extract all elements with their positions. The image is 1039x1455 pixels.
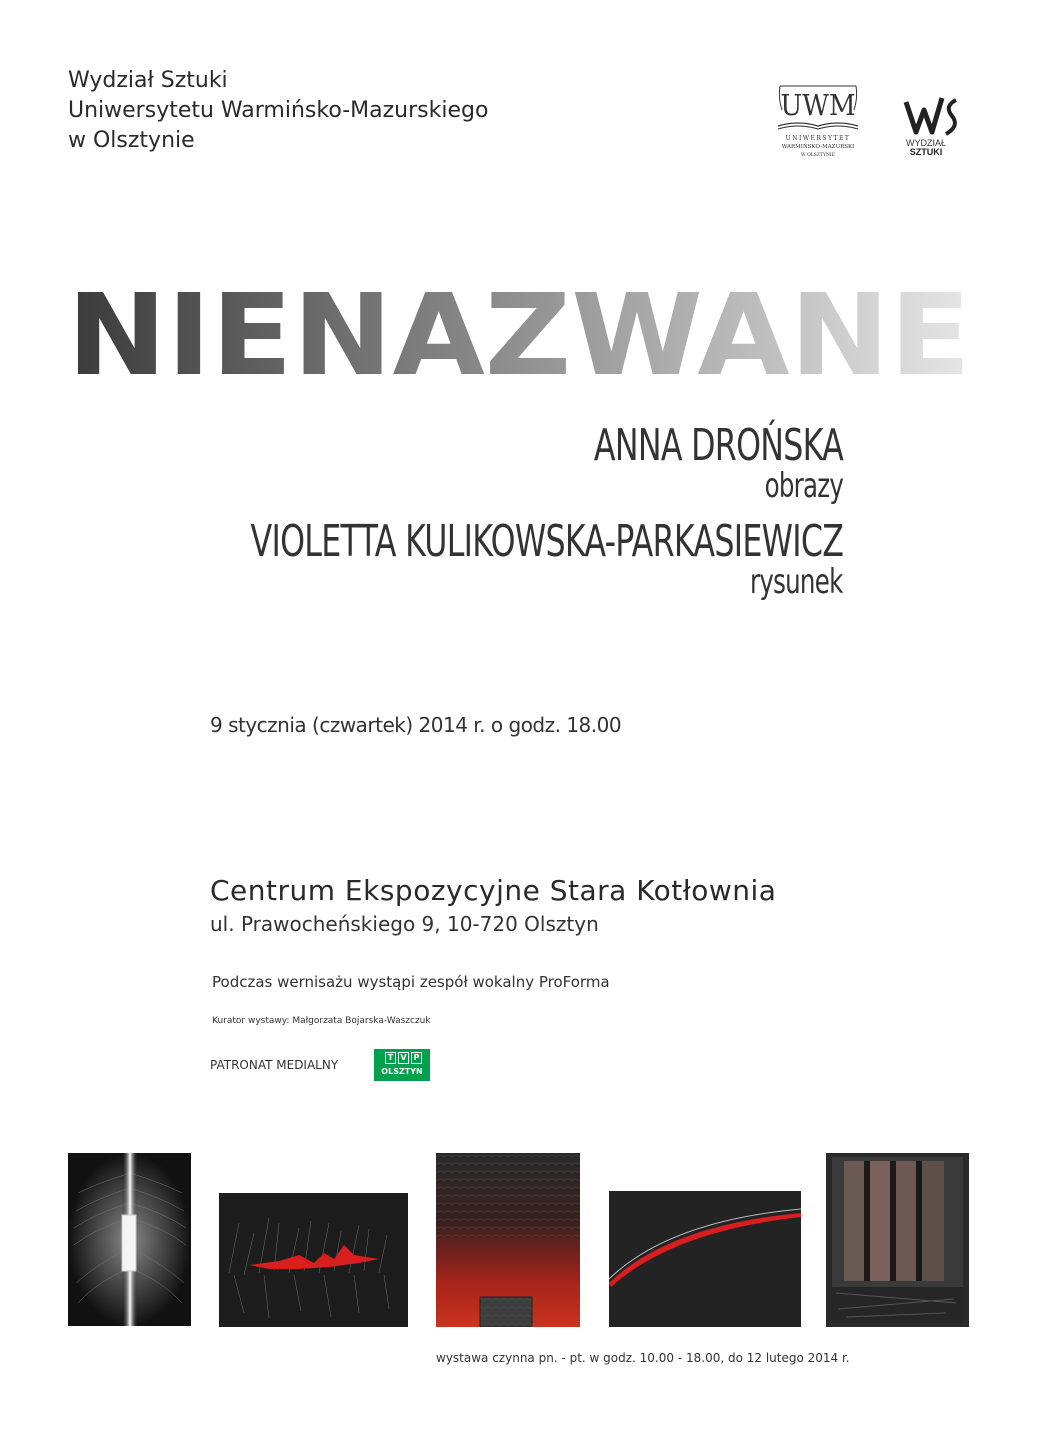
artist-medium-1: obrazy	[764, 466, 843, 506]
venue-address: ul. Prawocheńskiego 9, 10-720 Olsztyn	[210, 912, 599, 936]
artwork-thumbnail-3	[436, 1153, 580, 1327]
faculty-line-2: Uniwersytetu Warmińsko-Mazurskiego	[68, 98, 489, 123]
artist-medium-2: rysunek	[750, 562, 843, 602]
faculty-name	[68, 66, 488, 156]
uwm-text-line-1: UNIWERSYTET	[785, 135, 851, 142]
tvp-letter-p: P	[411, 1052, 422, 1064]
title-text: NIENAZWANE	[67, 288, 971, 380]
ws-text-line-1: WYDZIAŁ	[905, 138, 947, 148]
media-patron-label: PATRONAT MEDIALNY	[210, 1058, 339, 1072]
wydzial-sztuki-logo	[896, 92, 978, 160]
uwm-monogram: UWM	[780, 89, 856, 123]
concert-note: Podczas wernisażu wystąpi zespół wokalny ProForma	[212, 973, 610, 991]
artist-name-2: VIOLETTA KULIKOWSKA-PARKASIEWICZ	[250, 516, 843, 567]
tvp-city: OLSZTYN	[381, 1067, 423, 1076]
exhibition-title	[66, 288, 972, 380]
curator-credit: Kurator wystawy: Małgorzata Bojarska-Waszczuk	[212, 1016, 431, 1026]
artwork-thumbnail-4	[609, 1191, 801, 1327]
artwork-thumbnail-1	[68, 1153, 191, 1326]
venue-name: Centrum Ekspozycyjne Stara Kotłownia	[210, 874, 777, 907]
faculty-line-1: Wydział Sztuki	[68, 68, 228, 93]
uwm-text-line-2: WARMIŃSKO-MAZURSKI	[781, 144, 855, 150]
opening-date: 9 stycznia (czwartek) 2014 r. o godz. 18.00	[210, 713, 622, 737]
uwm-text-line-3: W OLSZTYNIE	[801, 153, 835, 158]
ws-monogram: WS	[896, 92, 898, 93]
artwork-thumbnail-5	[826, 1153, 969, 1327]
faculty-line-3: w Olsztynie	[68, 128, 195, 153]
artist-name-1: ANNA DROŃSKA	[593, 420, 843, 471]
ws-text-line-2: SZTUKI	[909, 147, 943, 157]
uwm-logo	[772, 82, 864, 162]
tvp-olsztyn-logo	[374, 1049, 430, 1081]
tvp-letter-t: T	[385, 1052, 396, 1064]
tvp-letter-v: V	[398, 1052, 409, 1064]
artwork-thumbnail-2	[219, 1193, 408, 1327]
exhibition-hours: wystawa czynna pn. - pt. w godz. 10.00 - 18.00, do 12 lutego 2014 r.	[436, 1351, 850, 1365]
